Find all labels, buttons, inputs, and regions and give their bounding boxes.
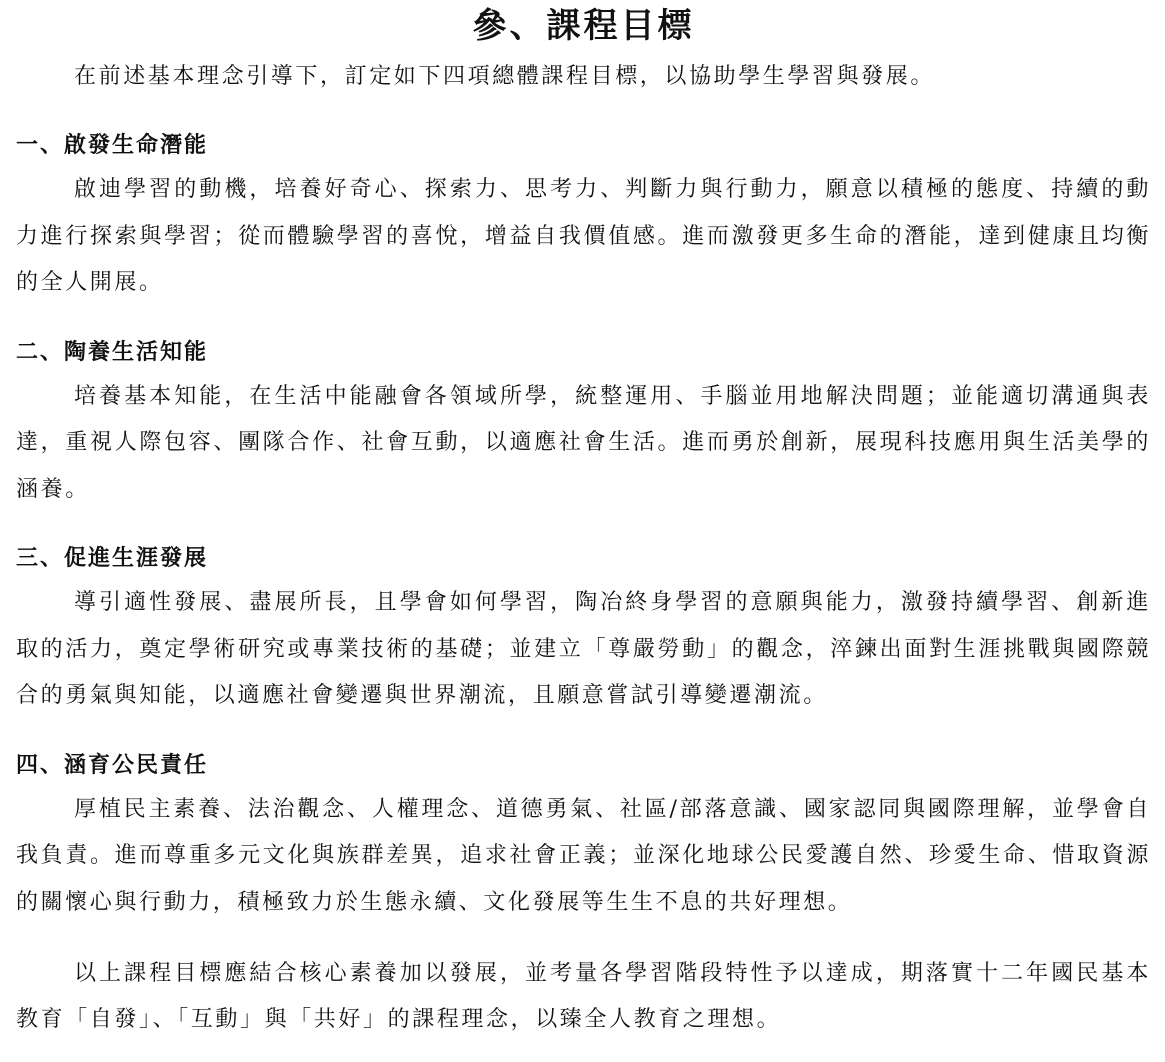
section-body: 啟迪學習的動機，培養好奇心、探索力、思考力、判斷力與行動力，願意以積極的態度、持續的動力進行探索與學習；從而體驗學習的喜悅，增益自我價值感。進而激發更多生命的潛能，達到健康且均衡的全人開展。: [16, 177, 1151, 295]
section-3: [16, 536, 1151, 720]
intro-paragraph: 在前述基本理念引導下，訂定如下四項總體課程目標，以協助學生學習與發展。: [74, 64, 936, 89]
section-body: 培養基本知能，在生活中能融會各領域所學，統整運用、手腦並用地解決問題；並能適切溝通與表達，重視人際包容、團隊合作、社會互動，以適應社會生活。進而勇於創新，展現科技應用與生活美學的涵養。: [16, 383, 1151, 502]
section-heading: 四、涵育公民責任: [16, 751, 209, 778]
section-2: [16, 330, 1151, 514]
page-title: 參、課程目標: [472, 6, 695, 46]
section-heading: 一、啟發生命潛能: [16, 132, 209, 158]
section-1: [16, 123, 1151, 307]
section-body: 導引適性發展、盡展所長，且學會如何學習，陶冶終身學習的意願與能力，激發持續學習、創新進取的活力，奠定學術研究或專業技術的基礎；並建立「尊嚴勞動」的觀念，淬鍊出面對生涯挑戰與國際競合的勇氣與知能，以適應社會變遷與世界潮流，且願意嘗試引導變遷潮流。: [16, 590, 1151, 708]
section-heading: 二、陶養生活知能: [16, 338, 209, 365]
closing-paragraph: 以上課程目標應結合核心素養加以發展，並考量各學習階段特性予以達成，期落實十二年國民基本教育「自發」、「互動」與「共好」的課程理念，以臻全人教育之理想。: [16, 961, 1151, 1032]
section-heading: 三、促進生涯發展: [16, 545, 209, 571]
section-4: [16, 743, 1151, 927]
section-body: 厚植民主素養、法治觀念、人權理念、道德勇氣、社區/部落意識、國家認同與國際理解，並學會自我負責。進而尊重多元文化與族群差異，追求社會正義；並深化地球公民愛護自然、珍愛生命、惜取資源的關懷心與行動力，積極致力於生態永續、文化發展等生生不息的共好理想。: [16, 796, 1151, 915]
